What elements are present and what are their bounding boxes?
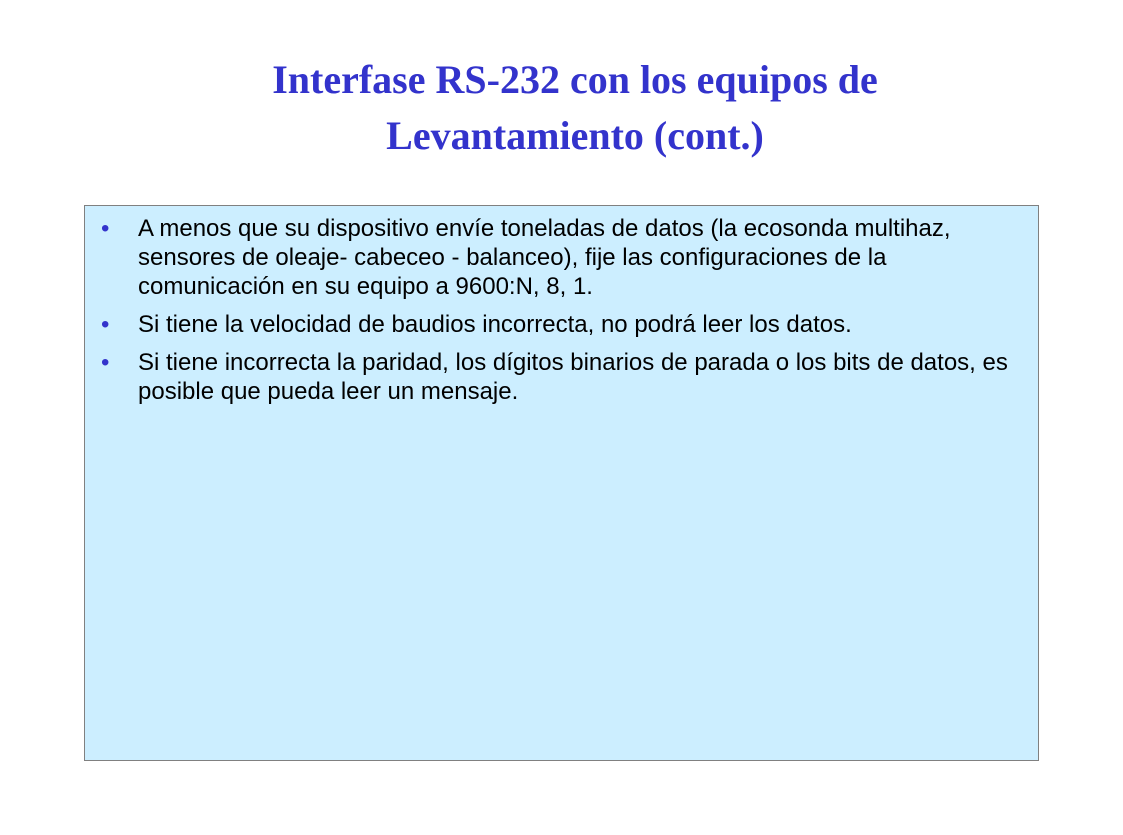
bullet-icon: • xyxy=(101,215,110,242)
bullet-list xyxy=(85,214,1038,415)
bullet-text-2: Si tiene la velocidad de baudios incorrecta, no podrá leer los datos. xyxy=(138,311,852,338)
slide-title-line-1: Interfase RS-232 con los equipos de xyxy=(272,57,878,102)
content-box xyxy=(84,205,1039,761)
bullet-icon: • xyxy=(101,349,110,376)
bullet-text-1: A menos que su dispositivo envíe toneladas de datos (la ecosonda multihaz, sensores de oleaje- cabeceo - balanceo), fije las configuraciones de la comunicación en su equipo a 9600:N, 8, 1. xyxy=(138,215,951,300)
slide-title-line-2: Levantamiento (cont.) xyxy=(386,113,764,158)
bullet-item-1 xyxy=(85,214,1038,301)
bullet-item-3 xyxy=(85,348,1038,406)
bullet-icon: • xyxy=(101,311,110,338)
bullet-item-2 xyxy=(85,310,1038,339)
slide-title xyxy=(100,52,1050,164)
bullet-text-3: Si tiene incorrecta la paridad, los dígitos binarios de parada o los bits de datos, es posible que pueda leer un mensaje. xyxy=(138,349,1008,405)
